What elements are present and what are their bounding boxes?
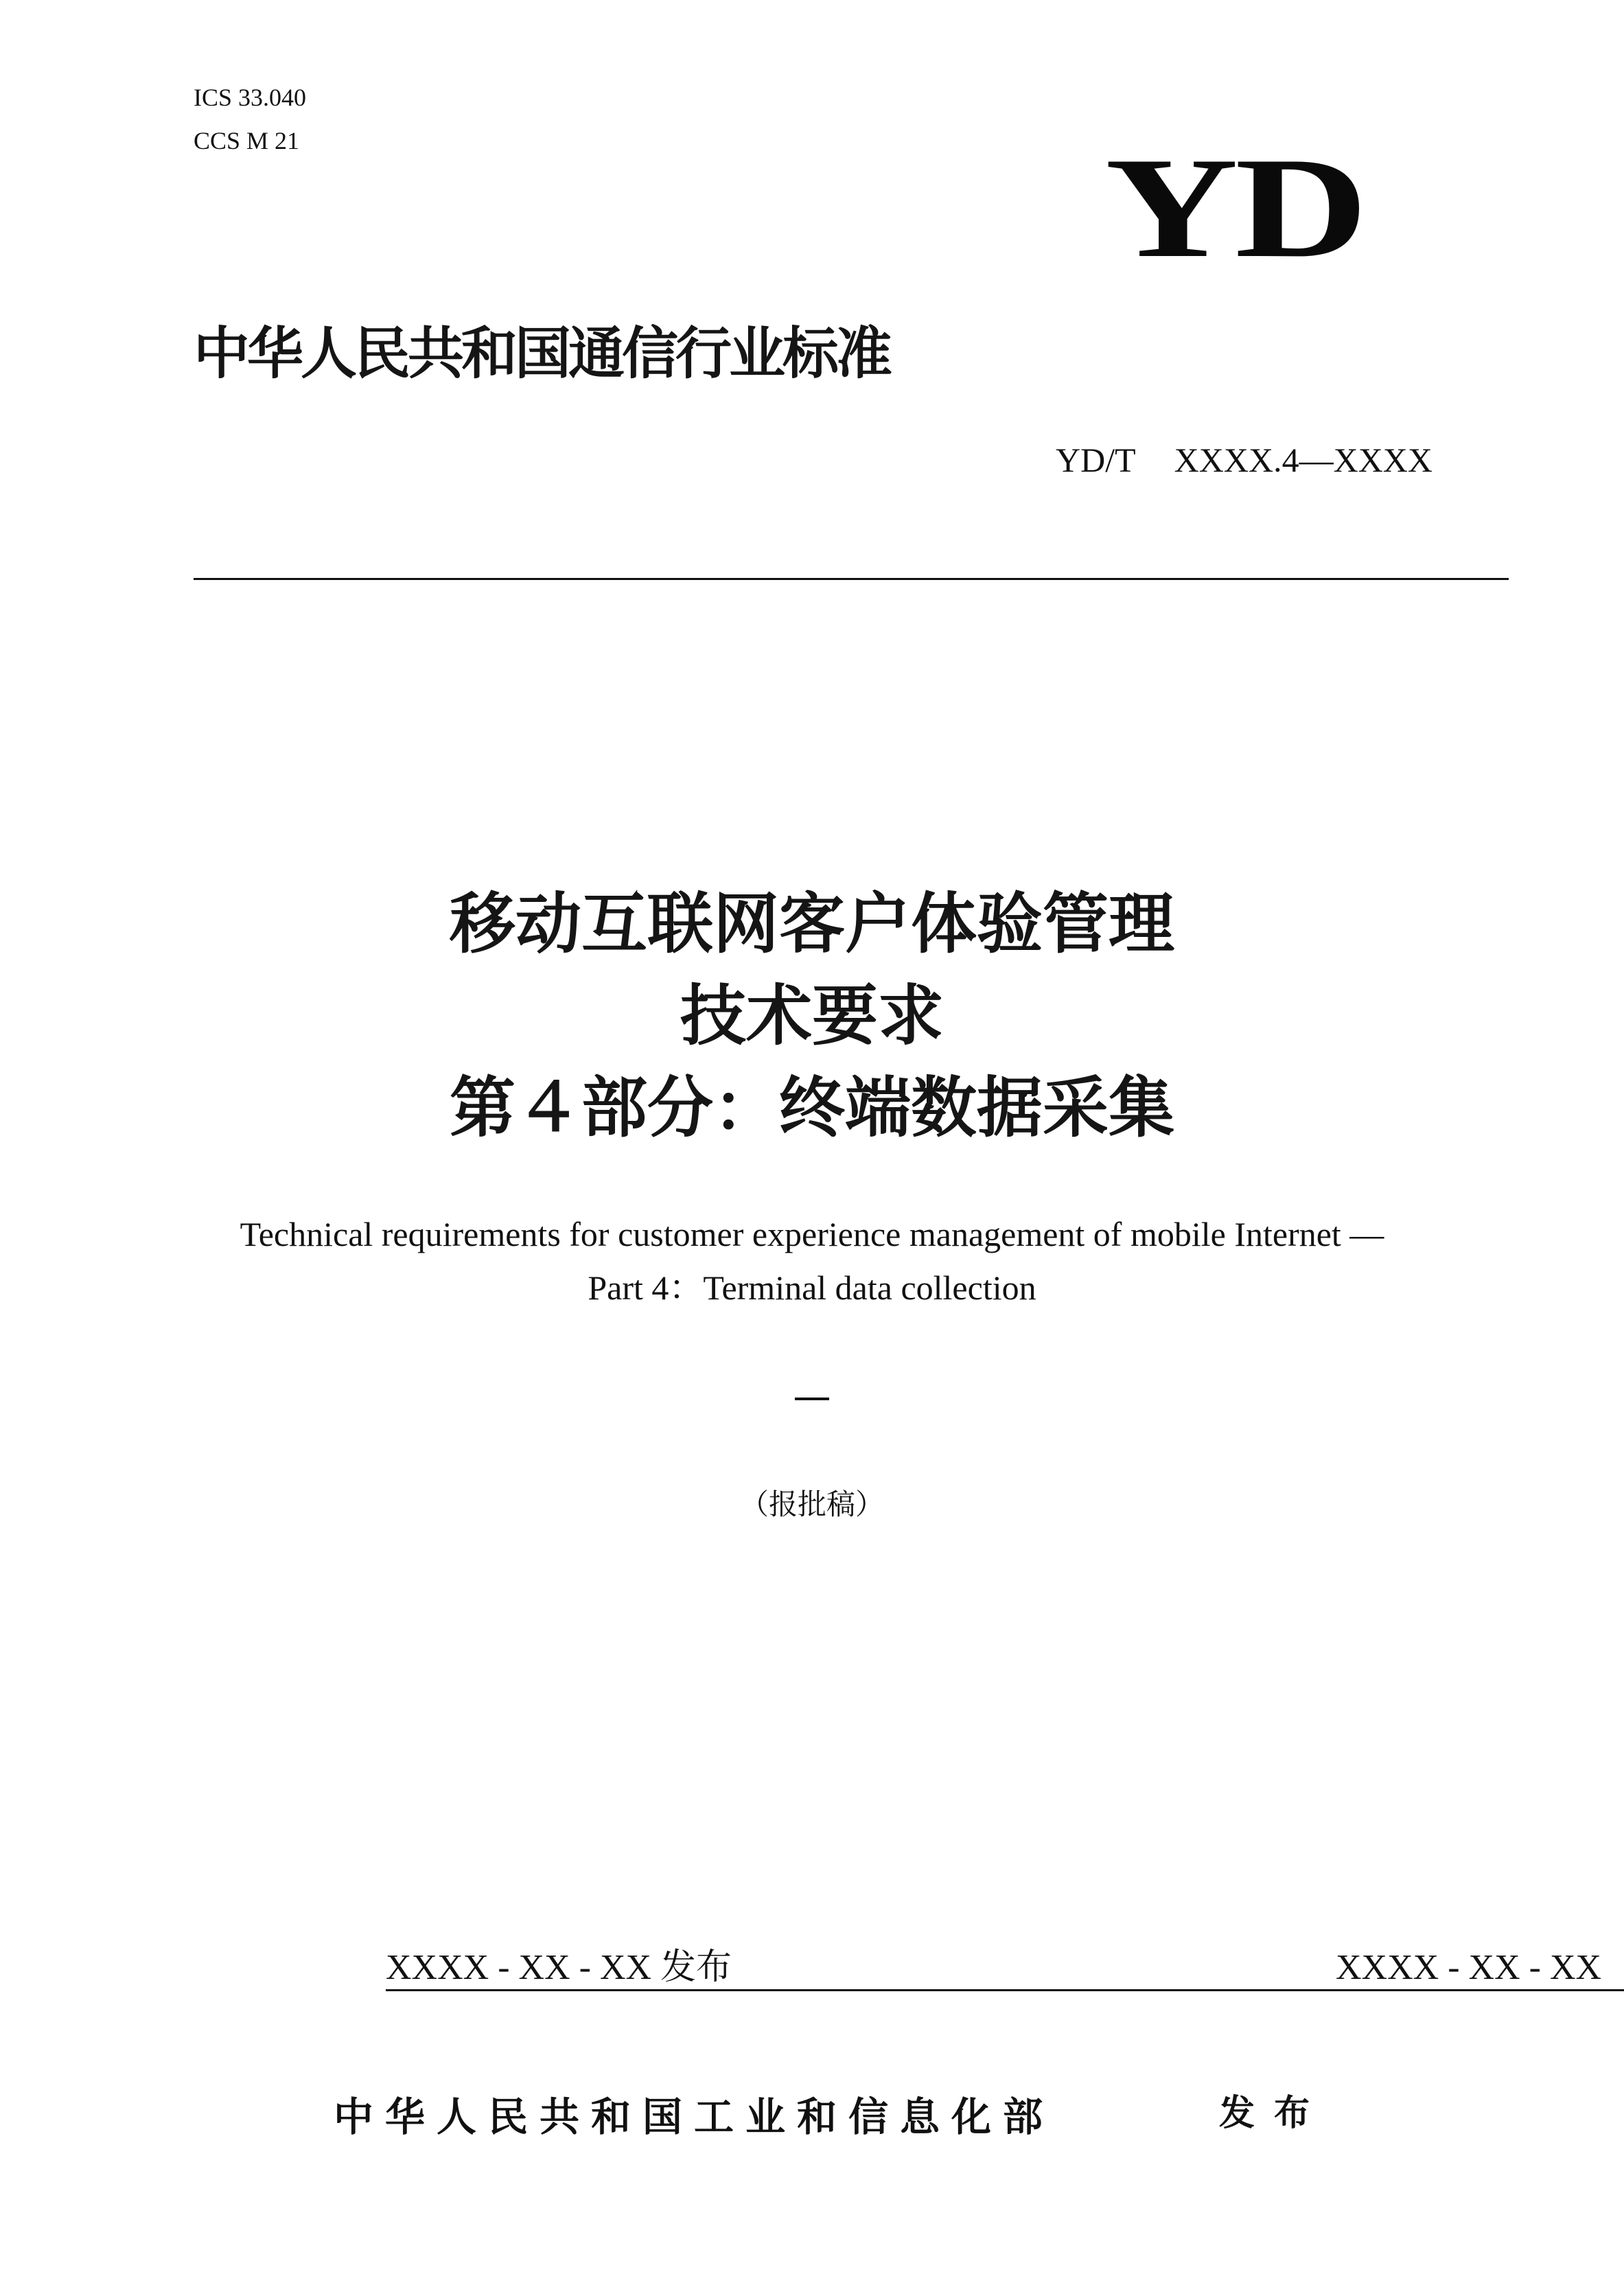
date-divider [386, 1989, 1624, 1991]
draft-status: （报批稿） [739, 1487, 884, 1521]
standard-number-value: XXXX.4—XXXX [1174, 441, 1433, 479]
title-en-line-2: Part 4：Terminal data collection [588, 1268, 1036, 1307]
publisher-name: 中华人民共和国工业和信息化部 [334, 2094, 1055, 2140]
implementation-date: XXXX - XX - XX [1336, 1948, 1602, 1987]
issue-date: XXXX - XX - XX 发布 [386, 1948, 732, 1987]
publish-label: 发布 [1219, 2093, 1330, 2134]
standard-number [1056, 439, 1432, 480]
title-dash [795, 1398, 829, 1400]
title-zh-line-3: 第４部分：终端数据采集 [450, 1069, 1174, 1146]
title-en-line-1: Technical requirements for customer experience management of mobile Internet — [240, 1215, 1384, 1253]
title-zh-line-1: 移动互联网客户体验管理 [450, 885, 1174, 962]
standard-number-prefix: YD/T [1056, 441, 1136, 479]
ccs-code: CCS M 21 [194, 127, 300, 154]
ics-code: ICS 33.040 [194, 84, 307, 111]
yd-logo: YD [1105, 128, 1365, 288]
standard-category-title: 中华人民共和国通信行业标准 [194, 321, 890, 386]
header-divider [194, 578, 1509, 580]
title-zh-line-2: 技术要求 [680, 977, 944, 1054]
